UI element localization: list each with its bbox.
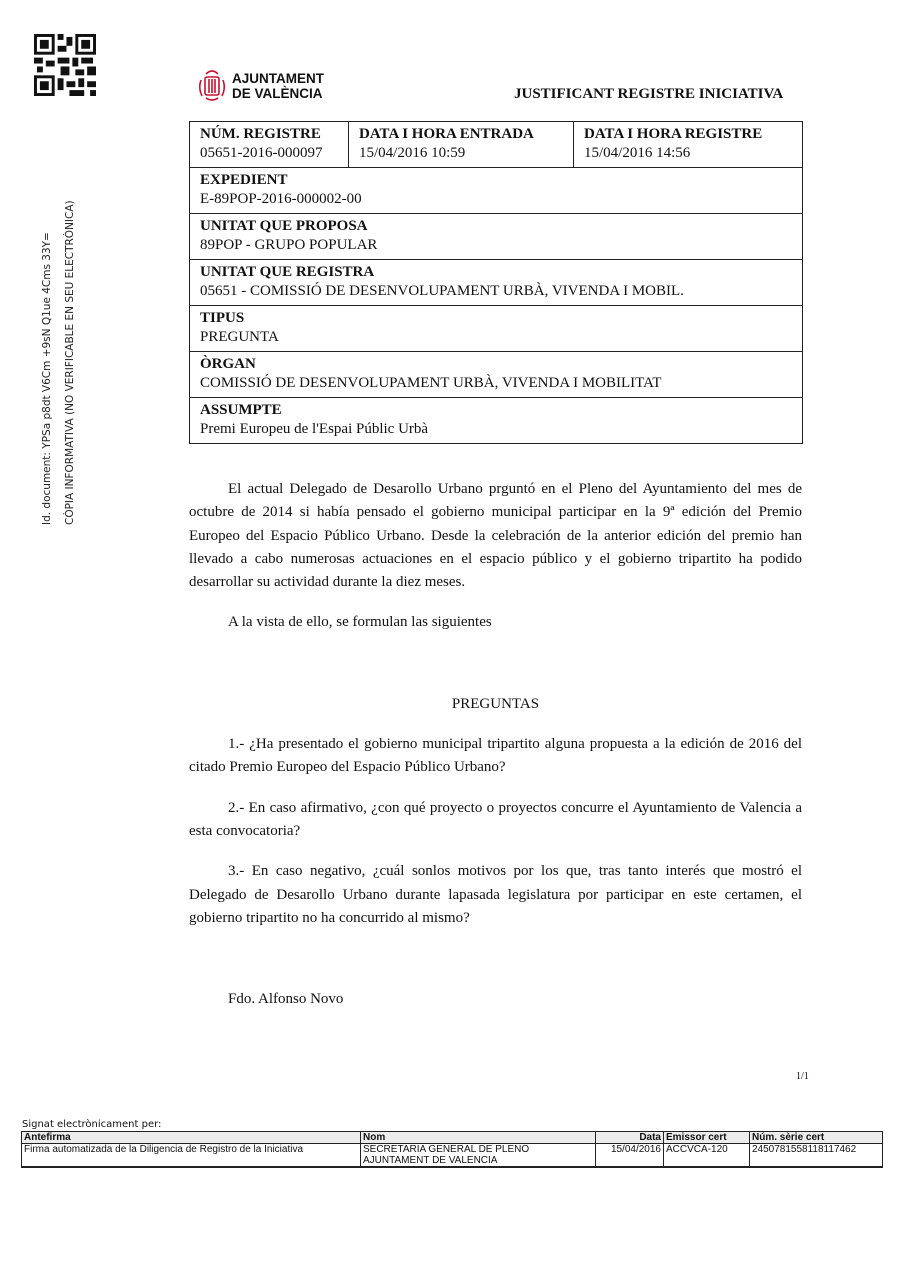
- document-id: Id. document: YPSa p8dt V6Cm +9sN Q1ue 4Cms 33Y=: [41, 232, 53, 525]
- copy-notice: CÒPIA INFORMATIVA (NO VERIFICABLE EN SEU ELECTRÒNICA): [64, 200, 76, 525]
- lead-in-paragraph: A la vista de ello, se formulan las siguientes: [228, 614, 492, 631]
- logo-line-2: DE VALÈNCIA: [232, 86, 323, 101]
- value: Premi Europeu de l'Espai Públic Urbà: [200, 421, 429, 437]
- header-nom: Nom: [361, 1132, 596, 1144]
- header-data: Data: [596, 1132, 664, 1144]
- question-1: 1.- ¿Ha presentado el gobierno municipal tripartito alguna propuesta a la edición de 2016 del citado Premio Europeo del Espacio Público Urbano?: [189, 736, 802, 776]
- data-cell: 15/04/2016: [596, 1144, 664, 1168]
- value: 89POP - GRUPO POPULAR: [200, 237, 378, 253]
- label: ASSUMPTE: [200, 402, 282, 418]
- assumpte-cell: [190, 398, 803, 444]
- value: 05651 - COMISSIÓ DE DESENVOLUPAMENT URBÀ, VIVENDA I MOBIL.: [200, 283, 684, 299]
- nom-line-2: AJUNTAMENT DE VALENCIA: [363, 1155, 498, 1166]
- emissor-cell: ACCVCA-120: [664, 1144, 750, 1168]
- nom-line-1: SECRETARIA GENERAL DE PLENO: [363, 1144, 530, 1155]
- serie-cell: 2450781558118117462: [750, 1144, 883, 1168]
- expedient-cell: [190, 168, 803, 214]
- page-number: 1/1: [796, 1071, 809, 1082]
- city-crest-icon: [196, 68, 228, 104]
- document-title: JUSTIFICANT REGISTRE INICIATIVA: [514, 86, 784, 102]
- label: ÒRGAN: [200, 356, 256, 372]
- label: UNITAT QUE REGISTRA: [200, 264, 375, 280]
- unitat-registra-cell: [190, 260, 803, 306]
- qr-code-icon: [34, 34, 96, 96]
- question-3: 3.- En caso negativo, ¿cuál sonlos motivos por los que, tras tanto interés que mostró el Delegado de Desarollo Urbano durante lapasada legislatura por participar en este certamen, el gobierno tripartito no ha concurrido al mismo?: [189, 863, 802, 926]
- signature-line: Fdo. Alfonso Novo: [228, 991, 344, 1008]
- document-id-sidebar: [36, 200, 82, 525]
- entry-date-cell: [349, 122, 574, 168]
- value: 15/04/2016 10:59: [359, 145, 466, 161]
- value: 15/04/2016 14:56: [584, 145, 691, 161]
- ajuntament-logo: [196, 68, 324, 104]
- signed-by-label: Signat electrònicament per:: [22, 1119, 162, 1130]
- value: E-89POP-2016-000002-00: [200, 191, 362, 207]
- signatures-table: [21, 1131, 883, 1168]
- value: PREGUNTA: [200, 329, 279, 345]
- question-2: 2.- En caso afirmativo, ¿con qué proyecto o proyectos concurre el Ayuntamiento de Valencia a esta convocatoria?: [189, 799, 802, 839]
- table-row: [22, 1144, 883, 1168]
- logo-line-1: AJUNTAMENT: [232, 71, 324, 86]
- label: EXPEDIENT: [200, 172, 288, 188]
- value: 05651-2016-000097: [200, 145, 323, 161]
- document-body: [189, 478, 802, 1028]
- questions-heading: PREGUNTAS: [451, 695, 540, 712]
- value: COMISSIÓ DE DESENVOLUPAMENT URBÀ, VIVENDA I MOBILITAT: [200, 375, 662, 391]
- unitat-proposa-cell: [190, 214, 803, 260]
- label: DATA I HORA ENTRADA: [359, 126, 534, 142]
- antefirma-cell: Firma automatizada de la Diligencia de Registro de la Iniciativa: [22, 1144, 361, 1168]
- header-serie: Núm. sèrie cert: [750, 1132, 883, 1144]
- register-date-cell: [574, 122, 803, 168]
- num-registre-cell: [190, 122, 349, 168]
- intro-paragraph: El actual Delegado de Desarollo Urbano prguntó en el Pleno del Ayuntamiento del mes de octubre de 2014 si había pensado el gobierno municipal participar en la 9ª edición del Premio Europeo del Espacio Público Urbano. Desde la celebración de la anterior edición del premio han llevado a cabo numerosas actuaciones en el espacio público y el gobierno tripartito ha podido desarrollar su actividad durante la diez meses.: [189, 481, 802, 591]
- header-antefirma: Antefirma: [22, 1132, 361, 1144]
- organ-cell: [190, 352, 803, 398]
- tipus-cell: [190, 306, 803, 352]
- label: DATA I HORA REGISTRE: [584, 126, 763, 142]
- label: UNITAT QUE PROPOSA: [200, 218, 368, 234]
- label: NÚM. REGISTRE: [200, 126, 321, 142]
- nom-cell: [361, 1144, 596, 1168]
- header-emissor: Emissor cert: [664, 1132, 750, 1144]
- register-table: [189, 121, 803, 444]
- label: TIPUS: [200, 310, 245, 326]
